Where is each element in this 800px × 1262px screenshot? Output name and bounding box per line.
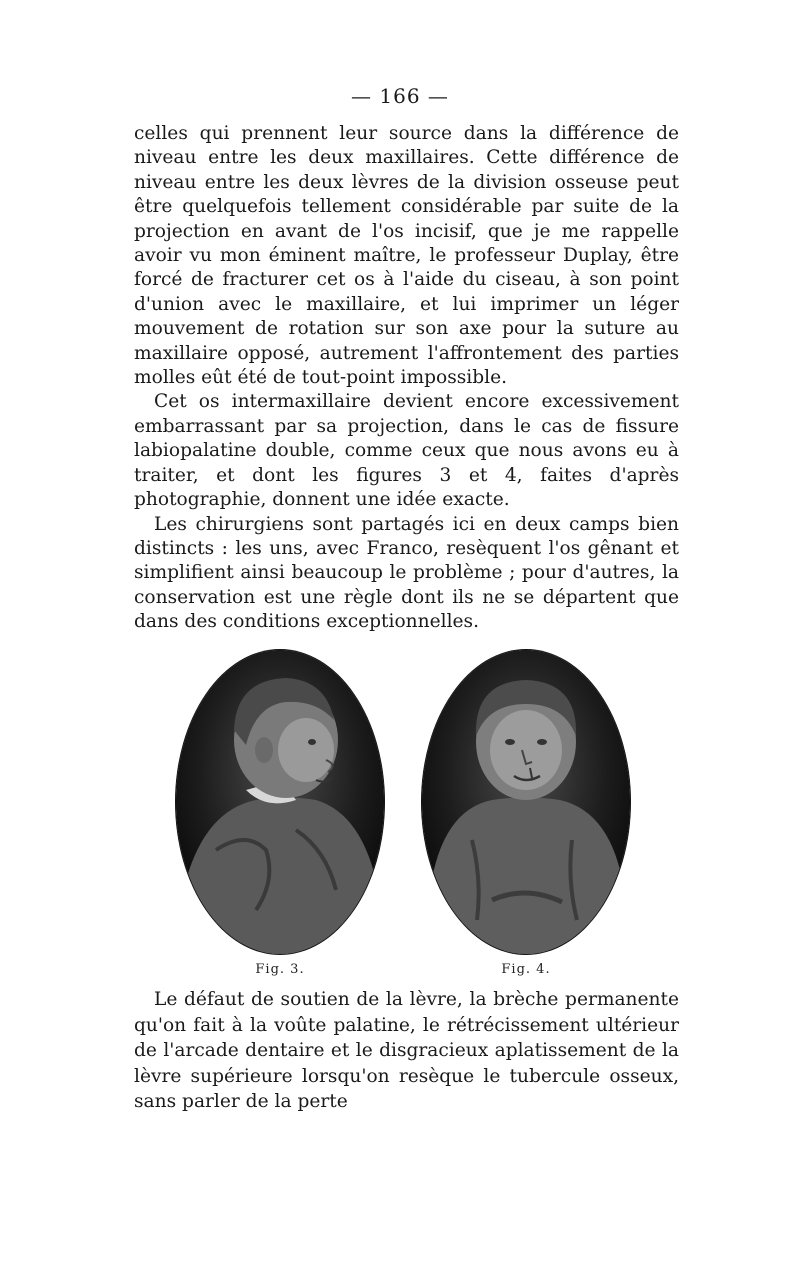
paragraph: Le défaut de soutien de la lèvre, la brèche permanente qu'on fait à la voûte palatine, le rétrécissement ultérieur de l'arcade dentaire et le disgracieux aplatissement de la lèvre supérieure lorsqu'on resèque le tubercule osseux, sans parler de la perte [134,989,679,1112]
body-text-top [134,122,679,635]
page-number: — 166 — [351,84,449,108]
figure-caption: Fig. 4. [501,962,551,977]
child-frontal-illustration [422,650,630,954]
figure-4 [422,650,630,977]
figure-3 [176,650,384,977]
body-text-bottom [134,987,679,1115]
portrait-image-frontal [422,650,630,954]
figures-row [176,650,648,980]
portrait-image-profile [176,650,384,954]
child-profile-illustration [176,650,384,954]
paragraph: Cet os intermaxillaire devient encore excessivement embarrassant par sa projection, dans le cas de fissure labiopalatine double, comme ceux que nous avons eu à traiter, et dont les figures 3 et 4, faites d'après photographie, donnent une idée exacte. [134,391,679,511]
paragraph: Les chirurgiens sont partagés ici en deux camps bien distincts : les uns, avec Franco, resèquent l'os gênant et simplifient ainsi beaucoup le problème ; pour d'autres, la conservation est une règle dont ils ne se départent que dans des conditions exceptionnelles. [134,513,679,633]
figure-caption: Fig. 3. [255,962,305,977]
paragraph: celles qui prennent leur source dans la différence de niveau entre les deux maxillaires. Cette différence de niveau entre les deux lèvres de la division osseuse peut être quelquefois tellement considérable par suite de la projection en avant de l'os incisif, que je me rappelle avoir vu mon éminent maître, le professeur Duplay, être forcé de fracturer cet os à l'aide du ciseau, à son point d'union avec le maxillaire, et lui imprimer un léger mouvement de rotation sur son axe pour la suture au maxillaire opposé, autrement l'affrontement des parties molles eût été de tout-point impossible. [134,123,679,389]
